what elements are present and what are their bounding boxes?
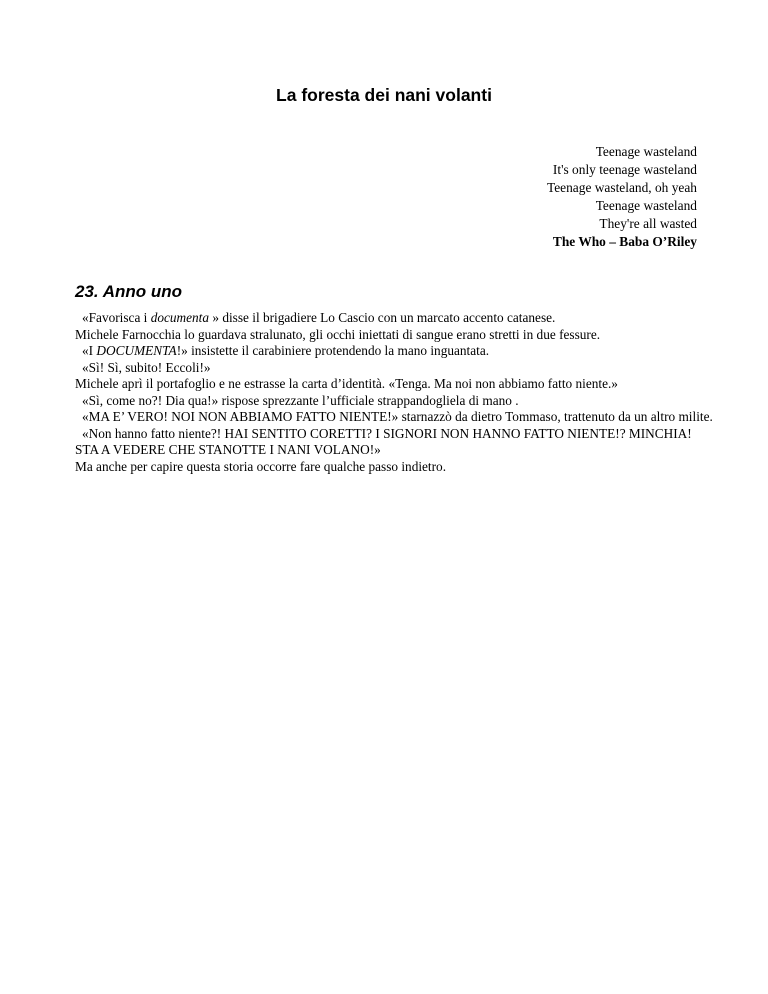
epigraph <box>277 143 697 251</box>
chapter-body <box>75 310 715 475</box>
paragraph-text: » disse il brigadiere Lo Cascio con un marcato accento catanese. <box>209 310 556 325</box>
paragraph-text: Michele aprì il portafoglio e ne estrasse la carta d’identità. «Tenga. Ma noi non abbiamo fatto niente.» <box>75 376 618 391</box>
paragraph-text: «Favorisca i <box>82 310 151 325</box>
body-paragraph <box>75 409 715 426</box>
body-paragraph <box>75 343 715 360</box>
document-title: La foresta dei nani volanti <box>276 85 492 105</box>
italic-text: DOCUMENTA <box>96 343 177 358</box>
paragraph-text: «Sì! Sì, subito! Eccoli!» <box>82 359 211 375</box>
paragraph-text: Ma anche per capire questa storia occorre fare qualche passo indietro. <box>75 458 447 474</box>
paragraph-text: «MA E’ VERO! NOI NON ABBIAMO FATTO NIENTE!» starnazzò da dietro Tommaso, trattenuto da un altro milite. <box>82 409 713 424</box>
body-paragraph <box>75 310 715 327</box>
chapter-heading: 23. Anno uno <box>75 282 183 301</box>
paragraph-text: «Non hanno fatto niente?! HAI SENTITO CORETTI? I SIGNORI NON HANNO FATTO NIENTE!? MINCHIA! STA A VEDERE CHE STANOTTE I NANI VOLANO!» <box>75 425 692 457</box>
paragraph-text: «Sì, come no?! Dia qua!» rispose sprezzante l’ufficiale strappandogliela di mano . <box>82 392 519 408</box>
body-paragraph <box>75 327 715 344</box>
body-paragraph <box>75 459 715 476</box>
body-paragraph <box>75 426 715 459</box>
epigraph-line: Teenage wasteland <box>595 144 697 159</box>
body-paragraph <box>75 360 715 377</box>
epigraph-line: Teenage wasteland, oh yeah <box>546 180 697 195</box>
paragraph-text: «I <box>82 343 97 358</box>
paragraph-text: !» insistette il carabiniere protendendo la mano inguantata. <box>176 343 490 358</box>
epigraph-attribution: The Who – Baba O’Riley <box>552 234 697 249</box>
epigraph-line: They're all wasted <box>599 216 697 231</box>
italic-text: documenta <box>150 310 210 325</box>
epigraph-line: Teenage wasteland <box>595 198 697 213</box>
body-paragraph <box>75 376 715 393</box>
epigraph-line: It's only teenage wasteland <box>552 162 697 177</box>
paragraph-text: Michele Farnocchia lo guardava stralunato, gli occhi iniettati di sangue erano stretti in due fessure. <box>75 326 601 342</box>
body-paragraph <box>75 393 715 410</box>
